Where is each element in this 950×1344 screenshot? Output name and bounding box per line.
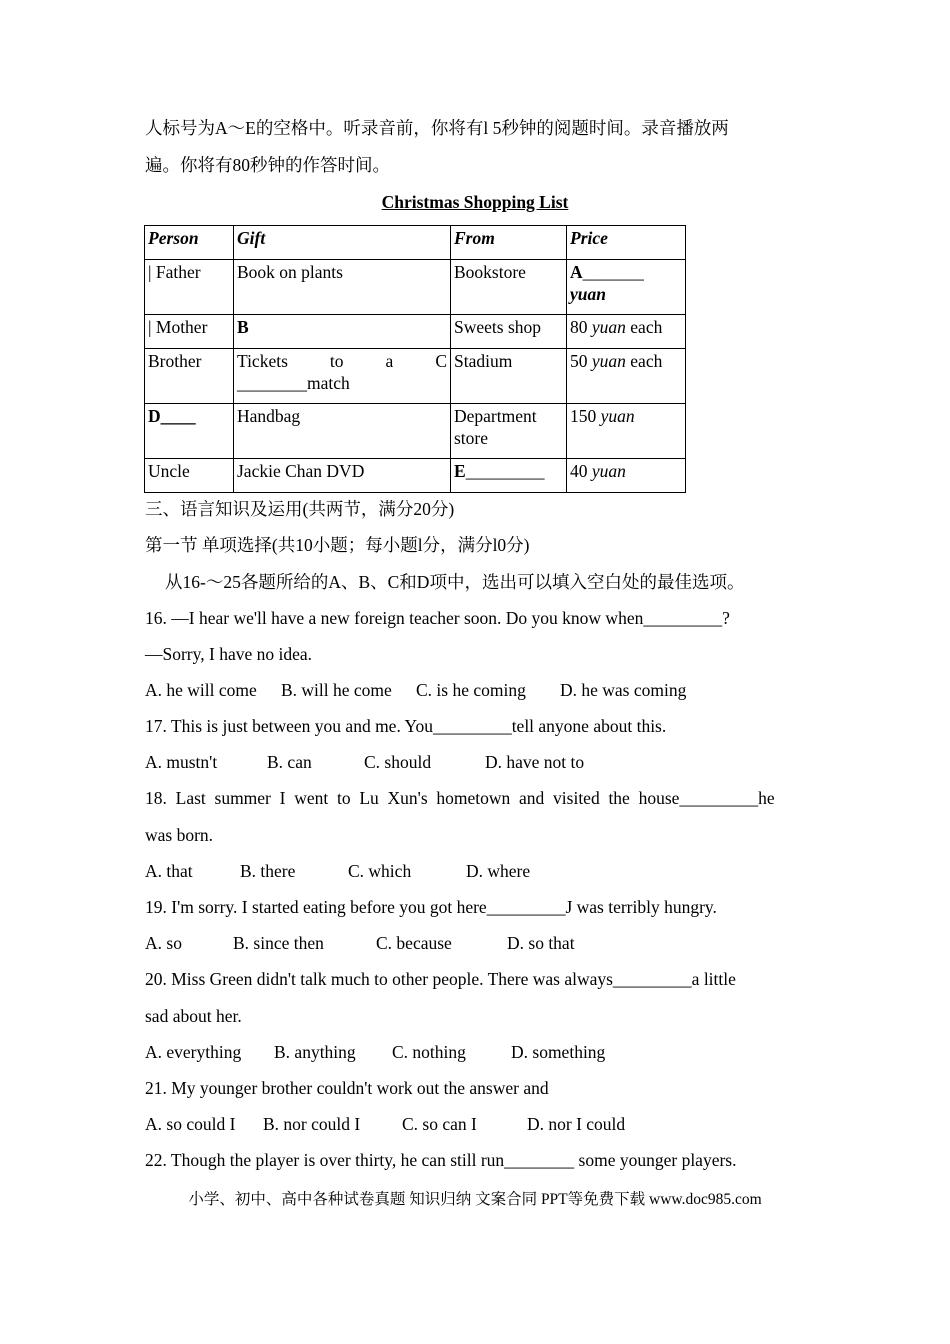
header-from: From xyxy=(451,226,567,260)
option: D. he was coming xyxy=(560,680,687,700)
options-row xyxy=(145,932,575,954)
price-unit: yuan xyxy=(591,317,626,337)
price-suffix: each xyxy=(630,351,663,371)
option: B. will he come xyxy=(281,680,392,700)
option: A. that xyxy=(145,861,193,881)
from-line: Department xyxy=(454,406,537,426)
gift-word: Tickets xyxy=(237,351,288,371)
table-row xyxy=(145,459,686,493)
cell-price xyxy=(567,349,686,404)
header-price: Price xyxy=(567,226,686,260)
price-number: 40 xyxy=(570,461,588,481)
intro-line-2: 遍。你将有80秒钟的作答时间。 xyxy=(145,155,390,175)
blank-label-b: B xyxy=(234,315,451,349)
blank-label-a: A xyxy=(570,262,583,282)
option: C. is he coming xyxy=(416,680,526,700)
cell-price xyxy=(567,315,686,349)
subsection-heading: 第一节 单项选择(共10小题；每小题l分，满分l0分) xyxy=(145,535,530,555)
cell-person: Brother xyxy=(145,349,234,404)
table-row xyxy=(145,315,686,349)
page-footer: 小学、初中、高中各种试卷真题 知识归纳 文案合同 PPT等免费下载 www.doc985.com xyxy=(188,1191,762,1208)
gift-word: to xyxy=(329,351,344,371)
option: A. everything xyxy=(145,1042,242,1062)
cell-gift: Book on plants xyxy=(234,260,451,315)
cell-from xyxy=(451,404,567,459)
cell-from: Bookstore xyxy=(451,260,567,315)
price-number: 50 xyxy=(570,351,588,371)
blank-label-d: D xyxy=(148,406,161,426)
option: C. nothing xyxy=(392,1042,466,1062)
price-unit: yuan xyxy=(591,351,626,371)
table-row xyxy=(145,260,686,315)
option: B. there xyxy=(240,861,296,881)
option: A. so could I xyxy=(145,1114,236,1134)
option: C. should xyxy=(364,752,432,772)
option: D. have not to xyxy=(485,752,585,772)
option: B. nor could I xyxy=(263,1114,361,1134)
blank-c: ________ xyxy=(237,373,307,393)
table-header-row xyxy=(145,226,686,260)
price-unit: yuan xyxy=(591,461,626,481)
blank-label-e: E xyxy=(454,461,466,481)
question-stem: 16. —I hear we'll have a new foreign teacher soon. Do you know when_________? xyxy=(145,608,730,628)
option: A. mustn't xyxy=(145,752,218,772)
price-number: 150 xyxy=(570,406,597,426)
gift-word: a xyxy=(385,351,394,371)
question-stem: —Sorry, I have no idea. xyxy=(145,644,313,664)
gift-word: match xyxy=(307,373,350,393)
options-row xyxy=(145,679,686,701)
option: D. something xyxy=(511,1042,606,1062)
cell-price xyxy=(567,404,686,459)
cell-gift: Handbag xyxy=(234,404,451,459)
options-row xyxy=(145,1113,625,1135)
options-row xyxy=(145,1041,605,1063)
cell-person: Uncle xyxy=(145,459,234,493)
option: C. because xyxy=(376,933,452,953)
option: D. nor I could xyxy=(527,1114,626,1134)
cell-gift xyxy=(234,349,451,404)
question-stem: sad about her. xyxy=(145,1006,242,1026)
options-row xyxy=(145,751,584,773)
question-stem: 18. Last summer I went to Lu Xun's hometown and visited the house_________he xyxy=(145,788,775,808)
blank-label-c: C xyxy=(435,351,447,371)
cell-price xyxy=(567,459,686,493)
question-stem: 21. My younger brother couldn't work out the answer and xyxy=(145,1078,549,1098)
cell-person xyxy=(145,404,234,459)
blank-e: _________ xyxy=(465,461,545,481)
price-unit: yuan xyxy=(600,406,635,426)
instruction-text: 从16-～25各题所给的A、B、C和D项中，选出可以填入空白处的最佳选项。 xyxy=(165,572,745,592)
header-person: Person xyxy=(145,226,234,260)
cell-from: Stadium xyxy=(451,349,567,404)
option: D. where xyxy=(466,861,531,881)
options-row xyxy=(145,860,530,882)
shopping-list-table xyxy=(144,225,686,493)
table-title: Christmas Shopping List xyxy=(381,192,569,212)
cell-gift: Jackie Chan DVD xyxy=(234,459,451,493)
section-heading: 三、语言知识及运用(共两节，满分20分) xyxy=(145,499,455,519)
cell-person: | Father xyxy=(145,260,234,315)
question-stem: 19. I'm sorry. I started eating before you got here_________J was terribly hungry. xyxy=(145,897,717,917)
option: B. can xyxy=(267,752,312,772)
cell-person: | Mother xyxy=(145,315,234,349)
question-stem: 17. This is just between you and me. You_________tell anyone about this. xyxy=(145,716,667,736)
price-suffix: each xyxy=(630,317,663,337)
option: C. which xyxy=(348,861,412,881)
header-gift: Gift xyxy=(234,226,451,260)
option: D. so that xyxy=(507,933,575,953)
option: B. anything xyxy=(274,1042,356,1062)
from-line: store xyxy=(454,428,489,448)
table-row xyxy=(145,349,686,404)
blank-d: ____ xyxy=(160,406,196,426)
cell-price xyxy=(567,260,686,315)
option: C. so can I xyxy=(402,1114,477,1134)
intro-line-1: 人标号为A～E的空格中。听录音前，你将有l 5秒钟的阅题时间。录音播放两 xyxy=(145,118,729,138)
option: A. he will come xyxy=(145,680,257,700)
option: B. since then xyxy=(233,933,324,953)
question-stem: 20. Miss Green didn't talk much to other people. There was always_________a little xyxy=(145,969,736,989)
table-row xyxy=(145,404,686,459)
question-stem: 22. Though the player is over thirty, he can still run________ some younger players. xyxy=(145,1150,737,1170)
option: A. so xyxy=(145,933,182,953)
cell-from: Sweets shop xyxy=(451,315,567,349)
blank-a: _______ xyxy=(582,262,644,282)
price-unit: yuan xyxy=(570,284,606,304)
cell-from xyxy=(451,459,567,493)
question-stem: was born. xyxy=(145,825,214,845)
price-number: 80 xyxy=(570,317,588,337)
